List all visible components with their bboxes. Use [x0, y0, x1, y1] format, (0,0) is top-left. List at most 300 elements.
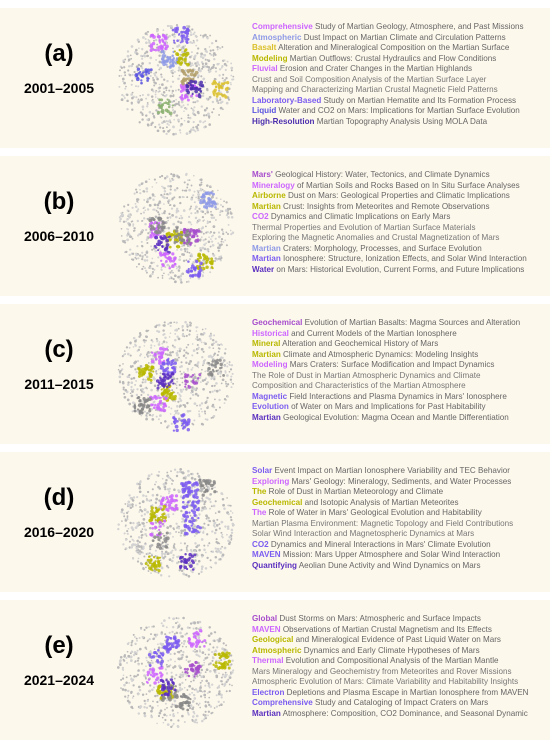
- cloud-point: [164, 190, 167, 193]
- cloud-point: [166, 664, 168, 666]
- cloud-point: [153, 40, 155, 42]
- cluster-point: [213, 370, 215, 372]
- cluster-point: [168, 267, 171, 270]
- cloud-point: [182, 651, 184, 653]
- cluster-point: [176, 28, 179, 31]
- cluster-point: [188, 511, 190, 513]
- cluster-point: [164, 545, 167, 548]
- cluster-point: [176, 226, 179, 229]
- cloud-point: [213, 225, 216, 228]
- cloud-point: [204, 657, 206, 659]
- cloud-point: [178, 532, 180, 534]
- cloud-point: [192, 650, 194, 652]
- cloud-point: [207, 701, 209, 703]
- cloud-point: [221, 683, 223, 685]
- cloud-point: [198, 413, 200, 415]
- cloud-point: [208, 517, 210, 519]
- cluster-point: [169, 637, 171, 639]
- cloud-point: [126, 657, 128, 659]
- cloud-point: [193, 621, 196, 624]
- topic-item: [252, 33, 548, 44]
- cloud-point: [228, 224, 230, 226]
- cloud-point: [176, 378, 178, 380]
- topic-text: Erosion and Crater Changes in the Martian Highlands: [277, 64, 472, 73]
- cloud-point: [172, 126, 175, 129]
- cluster-point: [155, 678, 158, 681]
- cloud-point: [180, 132, 182, 134]
- cloud-point: [173, 321, 175, 323]
- cloud-point: [205, 114, 207, 116]
- cloud-point: [184, 321, 187, 324]
- cluster-point: [174, 362, 177, 365]
- cloud-point: [208, 654, 210, 656]
- cloud-point: [144, 715, 147, 718]
- cloud-point: [145, 180, 148, 183]
- topic-keyword: MAVEN: [252, 550, 281, 559]
- cloud-point: [163, 324, 166, 327]
- cloud-point: [193, 419, 195, 421]
- cloud-point: [142, 683, 145, 686]
- cluster-point: [140, 82, 143, 85]
- cloud-point: [199, 208, 201, 210]
- cluster-point: [215, 661, 218, 664]
- cloud-point: [122, 355, 124, 357]
- cloud-point: [167, 25, 169, 27]
- cloud-point: [228, 536, 231, 539]
- topic-scatter-cloud: [106, 600, 246, 740]
- cloud-point: [211, 385, 213, 387]
- cloud-point: [153, 84, 155, 86]
- cloud-point: [169, 25, 171, 27]
- cluster-point: [207, 482, 210, 485]
- cloud-point: [169, 121, 171, 123]
- cluster-point: [195, 645, 198, 648]
- cluster-point: [150, 656, 153, 659]
- cloud-point: [151, 186, 153, 188]
- cloud-point: [122, 543, 124, 545]
- cluster-point: [153, 562, 156, 565]
- cloud-point: [186, 187, 188, 189]
- cloud-point: [222, 498, 225, 501]
- cloud-point: [195, 197, 197, 199]
- cluster-point: [150, 367, 153, 370]
- cloud-point: [191, 688, 193, 690]
- cloud-point: [217, 354, 219, 356]
- cloud-point: [120, 679, 122, 681]
- cluster-point: [140, 374, 143, 377]
- topic-item: [252, 329, 548, 340]
- cloud-point: [198, 560, 201, 563]
- cloud-point: [203, 362, 206, 365]
- cloud-point: [125, 681, 128, 684]
- cloud-point: [127, 69, 129, 71]
- cloud-point: [179, 404, 182, 407]
- cluster-point: [150, 227, 153, 230]
- cloud-point: [132, 684, 134, 686]
- cluster-point: [158, 529, 160, 531]
- cloud-point: [230, 519, 232, 521]
- cloud-point: [200, 238, 202, 240]
- cloud-point: [181, 377, 183, 379]
- cloud-point: [141, 58, 143, 60]
- cloud-point: [126, 662, 128, 664]
- cluster-point: [160, 242, 162, 244]
- topic-keyword: Comprehensive: [252, 22, 313, 31]
- cloud-point: [201, 507, 204, 510]
- cluster-point: [186, 494, 190, 498]
- cloud-point: [208, 634, 211, 637]
- cloud-point: [215, 67, 217, 69]
- cluster-point: [182, 239, 185, 242]
- cloud-point: [180, 673, 182, 675]
- cloud-point: [145, 229, 147, 231]
- cloud-point: [119, 664, 122, 667]
- cloud-point: [218, 399, 220, 401]
- cloud-point: [222, 674, 224, 676]
- cloud-point: [194, 721, 196, 723]
- cloud-point: [138, 712, 140, 714]
- cloud-point: [179, 202, 181, 204]
- cloud-point: [203, 694, 206, 697]
- cluster-point: [149, 664, 152, 667]
- topic-keyword: The: [252, 487, 267, 496]
- cloud-point: [166, 193, 168, 195]
- cloud-point: [166, 715, 168, 717]
- cloud-point: [213, 217, 215, 219]
- cluster-point: [169, 397, 172, 400]
- cloud-point: [174, 414, 176, 416]
- cluster-point: [176, 245, 180, 249]
- cloud-point: [177, 657, 180, 660]
- cluster-point: [199, 481, 203, 485]
- cloud-point: [145, 626, 147, 628]
- cluster-point: [141, 408, 144, 411]
- cloud-point: [155, 94, 157, 96]
- cloud-point: [156, 494, 159, 497]
- cloud-point: [176, 114, 178, 116]
- cloud-point: [194, 542, 196, 544]
- cluster-point: [166, 536, 170, 540]
- cloud-point: [227, 233, 229, 235]
- cloud-point: [212, 66, 215, 69]
- cloud-point: [199, 404, 201, 406]
- cloud-point: [200, 408, 202, 410]
- cloud-point: [165, 668, 167, 670]
- cloud-point: [131, 109, 133, 111]
- topic-keyword: Basalt: [252, 43, 277, 52]
- cloud-point: [204, 120, 206, 122]
- cloud-point: [204, 685, 206, 687]
- cloud-point: [171, 92, 173, 94]
- cloud-point: [137, 208, 139, 210]
- topic-text: Atmospheric Evolution of Mars: Climate Variability and Habitability Insights: [252, 677, 519, 686]
- cloud-point: [229, 690, 231, 692]
- topic-keyword: Geochemical: [252, 497, 303, 507]
- topic-item: [252, 561, 548, 572]
- cloud-point: [230, 230, 232, 232]
- cloud-point: [130, 644, 132, 646]
- cloud-point: [209, 35, 211, 37]
- cloud-point: [148, 570, 150, 572]
- cloud-point: [190, 212, 192, 214]
- cloud-point: [196, 703, 198, 705]
- cloud-point: [218, 344, 220, 346]
- cluster-point: [208, 362, 210, 364]
- cloud-point: [131, 84, 133, 86]
- cloud-point: [143, 706, 145, 708]
- cluster-point: [162, 348, 166, 352]
- cloud-point: [128, 695, 130, 697]
- cloud-point: [187, 120, 190, 123]
- cloud-point: [214, 631, 216, 633]
- cloud-point: [162, 557, 165, 560]
- cloud-point: [179, 350, 181, 352]
- cloud-point: [142, 500, 145, 503]
- cluster-point: [159, 347, 163, 351]
- cloud-point: [212, 646, 214, 648]
- cluster-point: [168, 56, 172, 60]
- cloud-point: [211, 684, 213, 686]
- cloud-point: [135, 203, 137, 205]
- cluster-point: [182, 70, 186, 74]
- cloud-point: [157, 475, 159, 477]
- cloud-point: [150, 71, 152, 73]
- cloud-point: [147, 102, 149, 104]
- cluster-point: [164, 248, 167, 251]
- cluster-point: [155, 507, 157, 509]
- cloud-point: [118, 369, 120, 371]
- cloud-point: [182, 573, 185, 576]
- cloud-point: [164, 230, 166, 232]
- cloud-point: [181, 655, 183, 657]
- cloud-point: [161, 551, 163, 553]
- cluster-point: [187, 374, 190, 377]
- cloud-point: [211, 196, 214, 199]
- cloud-point: [173, 35, 176, 38]
- cluster-point: [193, 514, 196, 517]
- cloud-point: [201, 556, 203, 558]
- cloud-point: [198, 573, 200, 575]
- cluster-point: [168, 691, 171, 694]
- cloud-point: [197, 193, 200, 196]
- panel-years: 2006–2010: [23, 228, 95, 244]
- cloud-point: [158, 369, 160, 371]
- cloud-point: [230, 379, 232, 381]
- cloud-point: [157, 643, 159, 645]
- cluster-point: [172, 259, 175, 262]
- cloud-point: [169, 558, 172, 561]
- cloud-point: [196, 126, 198, 128]
- cloud-point: [211, 111, 213, 113]
- cloud-point: [174, 678, 176, 680]
- cloud-point: [226, 534, 228, 536]
- cloud-point: [212, 253, 214, 255]
- cloud-point: [196, 352, 198, 354]
- cluster-point: [180, 560, 183, 563]
- topic-text: of Water on Mars and Implications for Past Habitability: [288, 402, 486, 411]
- cloud-point: [173, 723, 175, 725]
- cloud-point: [214, 352, 216, 354]
- cluster-point: [187, 501, 190, 504]
- cloud-point: [145, 187, 148, 190]
- cloud-point: [145, 495, 147, 497]
- topic-item: [252, 709, 548, 720]
- cloud-point: [190, 277, 192, 279]
- cloud-point: [164, 709, 166, 711]
- cloud-point: [219, 558, 222, 561]
- cluster-point: [194, 90, 198, 94]
- cluster-point: [148, 397, 152, 401]
- cloud-point: [128, 528, 130, 530]
- cloud-point: [210, 334, 213, 337]
- cloud-point: [161, 343, 163, 345]
- cluster-point: [184, 94, 187, 97]
- cluster-point: [139, 399, 142, 402]
- cloud-point: [157, 204, 160, 207]
- cloud-point: [193, 679, 195, 681]
- cloud-point: [130, 506, 133, 509]
- cloud-point: [154, 179, 156, 181]
- cloud-point: [127, 515, 129, 517]
- cloud-point: [149, 684, 151, 686]
- cloud-point: [184, 721, 186, 723]
- cluster-point: [183, 506, 187, 510]
- cluster-point: [159, 377, 162, 380]
- cloud-point: [194, 245, 196, 247]
- cluster-point: [196, 235, 198, 237]
- cluster-point: [182, 427, 185, 430]
- cluster-point: [155, 246, 157, 248]
- cluster-point: [158, 508, 160, 510]
- cloud-point: [225, 348, 227, 350]
- cloud-point: [152, 99, 154, 101]
- cluster-point: [222, 374, 225, 377]
- cloud-point: [187, 626, 189, 628]
- cloud-point: [172, 617, 175, 620]
- cluster-point: [166, 386, 168, 388]
- cloud-point: [136, 245, 138, 247]
- panel-letter: (c): [44, 336, 74, 363]
- cloud-point: [202, 210, 205, 213]
- cloud-point: [208, 123, 211, 126]
- cluster-point: [192, 229, 195, 232]
- cloud-point: [180, 215, 182, 217]
- cloud-point: [186, 346, 188, 348]
- cluster-point: [214, 82, 217, 85]
- cloud-point: [230, 539, 232, 541]
- cluster-point: [181, 40, 184, 43]
- cluster-point: [189, 80, 193, 84]
- cloud-point: [218, 74, 220, 76]
- cloud-point: [203, 351, 205, 353]
- cloud-point: [143, 339, 146, 342]
- cloud-point: [210, 186, 212, 188]
- topic-list: [252, 466, 548, 571]
- cloud-point: [148, 626, 150, 628]
- cloud-point: [165, 353, 167, 355]
- cloud-point: [148, 39, 150, 41]
- cluster-point: [157, 649, 160, 652]
- cloud-point: [126, 539, 128, 541]
- cloud-point: [147, 351, 150, 354]
- cloud-point: [144, 55, 146, 57]
- cluster-point: [199, 266, 202, 269]
- cloud-point: [138, 47, 140, 49]
- cloud-point: [145, 114, 147, 116]
- cloud-point: [125, 86, 127, 88]
- cloud-point: [201, 247, 204, 250]
- cloud-point: [183, 640, 185, 642]
- cloud-point: [192, 194, 194, 196]
- cloud-point: [205, 714, 207, 716]
- cloud-point: [131, 80, 133, 82]
- cloud-point: [169, 336, 171, 338]
- cloud-point: [181, 273, 183, 275]
- cluster-point: [160, 45, 163, 48]
- cloud-point: [226, 362, 228, 364]
- cloud-point: [156, 30, 158, 32]
- cloud-point: [147, 355, 149, 357]
- cloud-point: [202, 121, 204, 123]
- cloud-point: [212, 519, 215, 522]
- cloud-point: [225, 77, 227, 79]
- cloud-point: [143, 199, 145, 201]
- cloud-point: [172, 666, 174, 668]
- cluster-point: [182, 485, 185, 488]
- cloud-point: [209, 221, 211, 223]
- cloud-point: [226, 232, 228, 234]
- cloud-point: [160, 495, 162, 497]
- cloud-point: [170, 706, 172, 708]
- cloud-point: [176, 211, 178, 213]
- cloud-point: [203, 332, 206, 335]
- cloud-point: [203, 690, 205, 692]
- cloud-point: [173, 100, 175, 102]
- cloud-point: [155, 655, 157, 657]
- cloud-point: [208, 626, 210, 628]
- cluster-point: [187, 481, 191, 485]
- cloud-point: [136, 388, 138, 390]
- cloud-point: [213, 232, 215, 234]
- cluster-point: [169, 374, 172, 377]
- cloud-point: [144, 223, 146, 225]
- cloud-point: [191, 369, 193, 371]
- cloud-point: [141, 230, 143, 232]
- cluster-point: [168, 257, 172, 261]
- cluster-point: [169, 392, 172, 395]
- cloud-point: [180, 281, 183, 284]
- cloud-point: [127, 381, 129, 383]
- cloud-point: [124, 696, 126, 698]
- cluster-point: [154, 49, 157, 52]
- cloud-point: [226, 674, 228, 676]
- cloud-point: [132, 707, 134, 709]
- cloud-point: [224, 352, 226, 354]
- cluster-point: [161, 246, 163, 248]
- cluster-point: [134, 73, 138, 77]
- cloud-point: [167, 323, 169, 325]
- cloud-point: [136, 52, 139, 55]
- cloud-point: [145, 32, 148, 35]
- cluster-point: [185, 518, 188, 521]
- cluster-point: [143, 367, 146, 370]
- cloud-point: [123, 354, 125, 356]
- cloud-point: [172, 110, 174, 112]
- cloud-point: [120, 687, 122, 689]
- cloud-point: [146, 190, 148, 192]
- cloud-point: [198, 475, 201, 478]
- cloud-point: [166, 217, 168, 219]
